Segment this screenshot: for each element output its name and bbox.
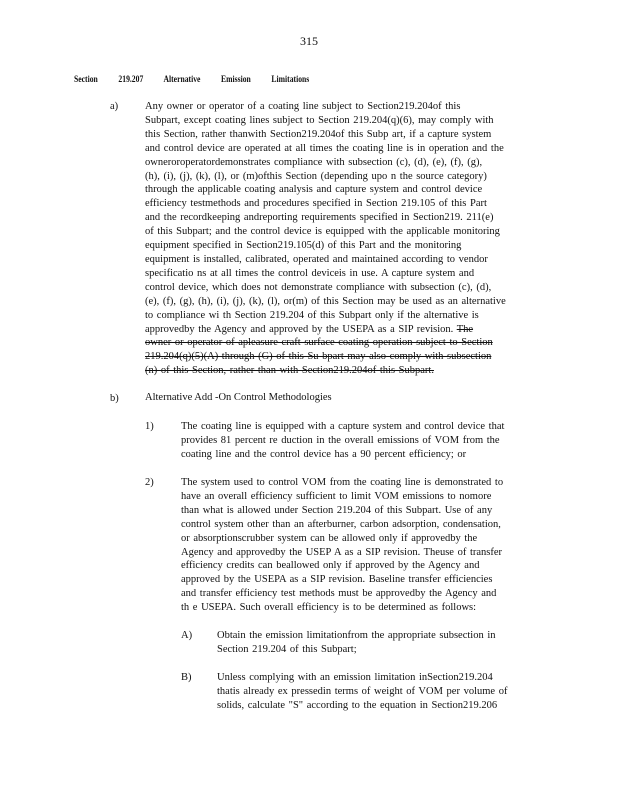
text-line: or absorptionscrubber system can be allowed only if approvedby the <box>181 532 478 544</box>
text-line: Any owner or operator of a coating line subject to Section219.204of this <box>145 101 461 112</box>
text-line: control system other than an afterburner, carbon adsorption, condensation, <box>181 518 501 530</box>
text-line: thatis already ex pressedin terms of weight of VOM per volume of <box>217 685 508 697</box>
text-line: Agency and approvedby the USEP A as a SIP revision. Theuse of transfer <box>181 546 503 558</box>
item-2-marker: 2) <box>145 477 154 488</box>
text-line: Subpart, except coating lines subject to Section 219.204(q)(6), may comply with <box>145 114 494 126</box>
section-number: 219.207 <box>118 74 144 84</box>
text-line: than what is allowed under Section 219.204 of this Subpart. Use of any <box>181 504 493 516</box>
subsection-b-marker: b) <box>110 393 119 404</box>
text-line: The system used to control VOM from the coating line is demonstrated to <box>181 477 504 488</box>
subitem-b-text <box>217 671 537 713</box>
text-line: The coating line is equipped with a capture system and control device that <box>181 421 505 432</box>
text-line: (e), (f), (g), (h), (i), (j), (k), (l), or(m) of this Section may be used as an alternative <box>145 295 506 307</box>
text-line: through the applicable coating analysis and capture system and control device <box>145 184 483 196</box>
item-1-marker: 1) <box>145 421 154 432</box>
deleted-text: The <box>456 323 474 335</box>
text-line: have an overall efficiency sufficient to limit VOM emissions to nomore <box>181 490 492 502</box>
subitem-b-marker: B) <box>181 672 192 683</box>
subsection-b-title: Alternative Add -On Control Methodologies <box>145 392 332 403</box>
subitem-a-marker: A) <box>181 630 193 641</box>
subitem-a-text <box>217 629 537 657</box>
heading-title-2: Emission <box>221 74 251 84</box>
text-line: th e USEPA. Such overall efficiency is to be determined as follows: <box>181 602 477 614</box>
page-number: 315 <box>300 34 318 48</box>
text-line: to compliance wi th Section 219.204 of this Subpart only if the alternative is <box>145 309 479 321</box>
section-label: Section <box>74 74 98 84</box>
text-line: (h), (i), (j), (k), (l), or (m)ofthis Section (depending upo n the source category) <box>145 170 487 182</box>
text-line: specificatio ns at all times the control deviceis in use. A capture system and <box>145 267 475 279</box>
heading-title-3: Limitations <box>271 74 310 84</box>
deleted-line: (n) of this Section, rather than with Section219.204of this Subpart. <box>145 365 434 377</box>
text-line <box>145 323 537 337</box>
heading-title-1: Alternative <box>163 74 201 84</box>
text-line: efficiency testmethods and procedures specified in Section 219.105 of this Part <box>145 198 487 210</box>
text-line: solids, calculate "S" according to the equation in Section219.206 <box>217 699 498 711</box>
text-line: equipment is installed, calibrated, operated and maintained according to vendor <box>145 253 488 265</box>
item-2-text <box>181 476 537 615</box>
text-line: this Section, rather thanwith Section219.204of this Subp art, if a capture system <box>145 128 492 140</box>
deleted-line: owner or operator of apleasure craft surface coating operation subject to Section <box>145 337 493 349</box>
text-line: owneroroperatordemonstrates compliance with subsection (c), (d), (e), (f), (g), <box>145 156 483 168</box>
text-line: and control device are operated at all times the coating line is in operation and the <box>145 142 504 154</box>
subsection-a-marker: a) <box>110 101 119 112</box>
text-line: provides 81 percent re duction in the overall emissions of VOM from the <box>181 434 500 446</box>
deleted-line: 219.204(q)(5)(A) through (G) of this Su bpart may also comply with subsection <box>145 351 492 363</box>
text-line: Section 219.204 of this Subpart; <box>217 643 357 655</box>
text-line: approved by the USEPA as a SIP revision. Baseline transfer efficiencies <box>181 574 493 586</box>
text-line: of this Subpart; and the control device is equipped with the applicable monitoring <box>145 226 500 238</box>
text-line: Obtain the emission limitationfrom the appropriate subsection in <box>217 630 496 641</box>
text-line: equipment specified in Section219.105(d) of this Part and the monitoring <box>145 240 462 252</box>
text-line: Unless complying with an emission limitation inSection219.204 <box>217 672 493 683</box>
section-heading <box>74 74 328 84</box>
text-segment: approvedby the Agency and approved by the USEPA as a SIP revision. <box>145 323 457 335</box>
item-1-text <box>181 420 537 462</box>
text-line: efficiency credits can beallowed only if approved by the Agency and <box>181 560 480 572</box>
text-line: coating line and the control device has a 90 percent efficiency; or <box>181 448 467 460</box>
subsection-a-text <box>145 100 537 378</box>
text-line: control device, which does not demonstrate compliance with subsection (c), (d), <box>145 281 492 293</box>
text-line: and transfer efficiency test methods must be approvedby the Agency and <box>181 588 497 600</box>
text-line: and the recordkeeping andreporting requirements specified in Section219. 211(e) <box>145 212 494 224</box>
